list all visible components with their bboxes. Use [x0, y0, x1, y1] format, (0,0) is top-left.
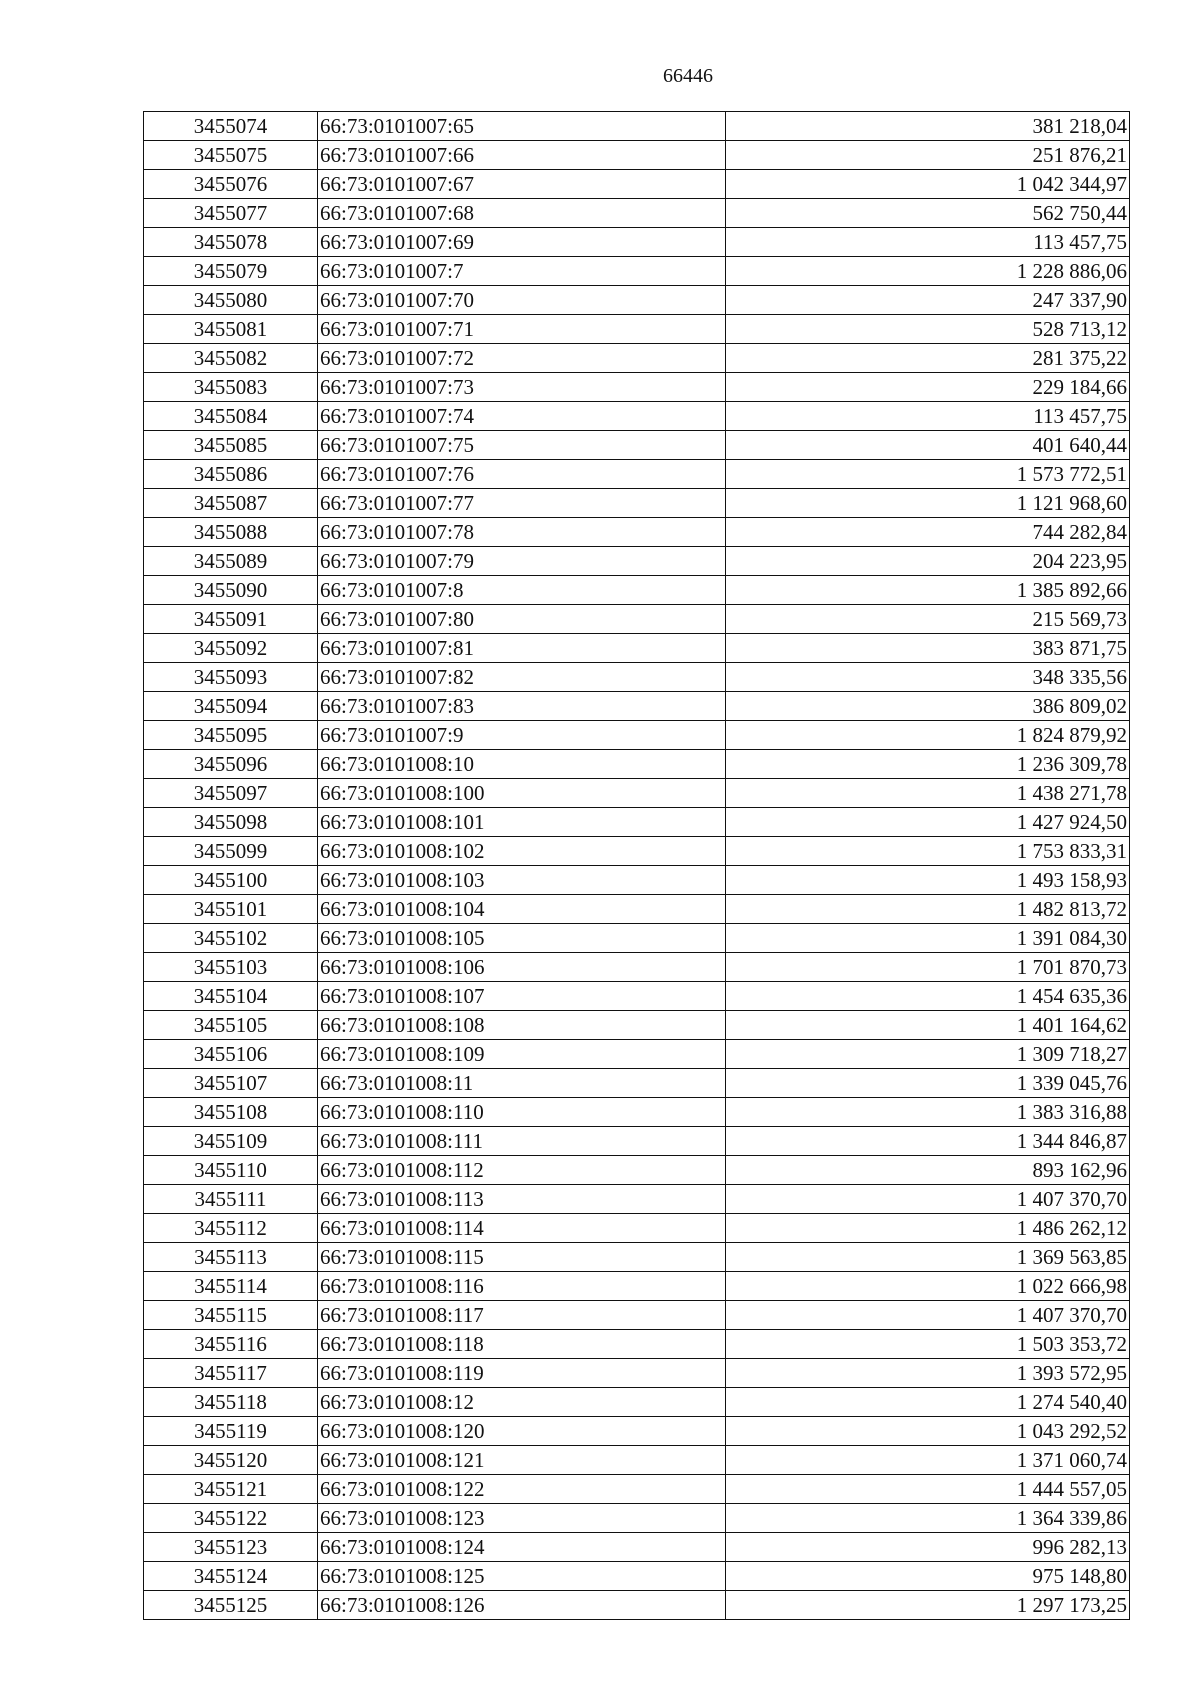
cadastral-number-cell: 66:73:0101007:74 — [318, 402, 726, 431]
cadastral-value-cell: 975 148,80 — [726, 1562, 1130, 1591]
record-id-cell: 3455096 — [144, 750, 318, 779]
record-id-cell: 3455113 — [144, 1243, 318, 1272]
cadastral-number-cell: 66:73:0101007:7 — [318, 257, 726, 286]
table-row — [144, 663, 1130, 692]
record-id-cell: 3455081 — [144, 315, 318, 344]
cadastral-value-cell: 1 344 846,87 — [726, 1127, 1130, 1156]
record-id-cell: 3455109 — [144, 1127, 318, 1156]
table-row — [144, 895, 1130, 924]
record-id-cell: 3455104 — [144, 982, 318, 1011]
cadastral-table-wrap — [143, 111, 1129, 1620]
cadastral-value-cell: 1 573 772,51 — [726, 460, 1130, 489]
table-row — [144, 634, 1130, 663]
table-row — [144, 1504, 1130, 1533]
cadastral-number-cell: 66:73:0101008:123 — [318, 1504, 726, 1533]
cadastral-value-cell: 1 371 060,74 — [726, 1446, 1130, 1475]
cadastral-value-cell: 113 457,75 — [726, 402, 1130, 431]
cadastral-value-table — [143, 111, 1130, 1620]
record-id-cell: 3455090 — [144, 576, 318, 605]
cadastral-value-cell: 1 493 158,93 — [726, 866, 1130, 895]
cadastral-value-cell: 1 369 563,85 — [726, 1243, 1130, 1272]
table-row — [144, 1098, 1130, 1127]
table-row — [144, 373, 1130, 402]
table-row — [144, 228, 1130, 257]
record-id-cell: 3455105 — [144, 1011, 318, 1040]
table-row — [144, 1185, 1130, 1214]
cadastral-number-cell: 66:73:0101008:106 — [318, 953, 726, 982]
cadastral-value-cell: 1 042 344,97 — [726, 170, 1130, 199]
record-id-cell: 3455088 — [144, 518, 318, 547]
record-id-cell: 3455075 — [144, 141, 318, 170]
table-row — [144, 402, 1130, 431]
record-id-cell: 3455125 — [144, 1591, 318, 1620]
cadastral-number-cell: 66:73:0101008:115 — [318, 1243, 726, 1272]
cadastral-number-cell: 66:73:0101008:120 — [318, 1417, 726, 1446]
cadastral-number-cell: 66:73:0101008:107 — [318, 982, 726, 1011]
cadastral-value-cell: 1 407 370,70 — [726, 1185, 1130, 1214]
cadastral-value-cell: 1 043 292,52 — [726, 1417, 1130, 1446]
record-id-cell: 3455094 — [144, 692, 318, 721]
cadastral-number-cell: 66:73:0101007:82 — [318, 663, 726, 692]
cadastral-value-cell: 528 713,12 — [726, 315, 1130, 344]
cadastral-value-cell: 1 391 084,30 — [726, 924, 1130, 953]
record-id-cell: 3455103 — [144, 953, 318, 982]
cadastral-number-cell: 66:73:0101007:78 — [318, 518, 726, 547]
cadastral-value-cell: 281 375,22 — [726, 344, 1130, 373]
record-id-cell: 3455074 — [144, 112, 318, 141]
table-row — [144, 692, 1130, 721]
table-row — [144, 576, 1130, 605]
cadastral-number-cell: 66:73:0101007:70 — [318, 286, 726, 315]
table-row — [144, 779, 1130, 808]
cadastral-number-cell: 66:73:0101007:72 — [318, 344, 726, 373]
table-row — [144, 1417, 1130, 1446]
table-row — [144, 315, 1130, 344]
record-id-cell: 3455119 — [144, 1417, 318, 1446]
cadastral-number-cell: 66:73:0101007:71 — [318, 315, 726, 344]
record-id-cell: 3455111 — [144, 1185, 318, 1214]
record-id-cell: 3455093 — [144, 663, 318, 692]
record-id-cell: 3455110 — [144, 1156, 318, 1185]
record-id-cell: 3455084 — [144, 402, 318, 431]
cadastral-value-cell: 1 407 370,70 — [726, 1301, 1130, 1330]
cadastral-value-cell: 1 701 870,73 — [726, 953, 1130, 982]
record-id-cell: 3455107 — [144, 1069, 318, 1098]
cadastral-number-cell: 66:73:0101008:10 — [318, 750, 726, 779]
cadastral-number-cell: 66:73:0101008:100 — [318, 779, 726, 808]
record-id-cell: 3455116 — [144, 1330, 318, 1359]
cadastral-value-cell: 1 383 316,88 — [726, 1098, 1130, 1127]
cadastral-value-cell: 1 454 635,36 — [726, 982, 1130, 1011]
cadastral-value-cell: 251 876,21 — [726, 141, 1130, 170]
cadastral-number-cell: 66:73:0101007:67 — [318, 170, 726, 199]
table-row — [144, 1330, 1130, 1359]
cadastral-value-cell: 1 339 045,76 — [726, 1069, 1130, 1098]
record-id-cell: 3455076 — [144, 170, 318, 199]
cadastral-value-cell: 1 228 886,06 — [726, 257, 1130, 286]
cadastral-value-cell: 1 309 718,27 — [726, 1040, 1130, 1069]
cadastral-number-cell: 66:73:0101008:105 — [318, 924, 726, 953]
cadastral-number-cell: 66:73:0101007:69 — [318, 228, 726, 257]
record-id-cell: 3455089 — [144, 547, 318, 576]
record-id-cell: 3455098 — [144, 808, 318, 837]
cadastral-value-cell: 1 297 173,25 — [726, 1591, 1130, 1620]
table-row — [144, 547, 1130, 576]
record-id-cell: 3455101 — [144, 895, 318, 924]
record-id-cell: 3455123 — [144, 1533, 318, 1562]
table-row — [144, 924, 1130, 953]
table-row — [144, 170, 1130, 199]
cadastral-number-cell: 66:73:0101007:83 — [318, 692, 726, 721]
table-row — [144, 1591, 1130, 1620]
table-row — [144, 1272, 1130, 1301]
cadastral-value-cell: 1 438 271,78 — [726, 779, 1130, 808]
cadastral-value-cell: 1 401 164,62 — [726, 1011, 1130, 1040]
cadastral-value-cell: 1 022 666,98 — [726, 1272, 1130, 1301]
cadastral-number-cell: 66:73:0101008:110 — [318, 1098, 726, 1127]
cadastral-value-cell: 386 809,02 — [726, 692, 1130, 721]
table-row — [144, 808, 1130, 837]
cadastral-number-cell: 66:73:0101008:113 — [318, 1185, 726, 1214]
cadastral-value-cell: 1 824 879,92 — [726, 721, 1130, 750]
table-row — [144, 112, 1130, 141]
cadastral-value-cell: 113 457,75 — [726, 228, 1130, 257]
table-row — [144, 344, 1130, 373]
table-row — [144, 953, 1130, 982]
cadastral-value-cell: 383 871,75 — [726, 634, 1130, 663]
cadastral-number-cell: 66:73:0101007:80 — [318, 605, 726, 634]
table-row — [144, 1388, 1130, 1417]
record-id-cell: 3455080 — [144, 286, 318, 315]
cadastral-number-cell: 66:73:0101008:108 — [318, 1011, 726, 1040]
cadastral-number-cell: 66:73:0101007:68 — [318, 199, 726, 228]
cadastral-number-cell: 66:73:0101008:122 — [318, 1475, 726, 1504]
record-id-cell: 3455079 — [144, 257, 318, 286]
table-row — [144, 1156, 1130, 1185]
table-row — [144, 837, 1130, 866]
cadastral-number-cell: 66:73:0101008:12 — [318, 1388, 726, 1417]
record-id-cell: 3455083 — [144, 373, 318, 402]
record-id-cell: 3455112 — [144, 1214, 318, 1243]
table-body — [144, 112, 1130, 1620]
cadastral-number-cell: 66:73:0101007:77 — [318, 489, 726, 518]
record-id-cell: 3455097 — [144, 779, 318, 808]
record-id-cell: 3455099 — [144, 837, 318, 866]
cadastral-value-cell: 1 427 924,50 — [726, 808, 1130, 837]
cadastral-value-cell: 1 503 353,72 — [726, 1330, 1130, 1359]
record-id-cell: 3455115 — [144, 1301, 318, 1330]
record-id-cell: 3455077 — [144, 199, 318, 228]
record-id-cell: 3455086 — [144, 460, 318, 489]
cadastral-value-cell: 1 236 309,78 — [726, 750, 1130, 779]
cadastral-value-cell: 1 393 572,95 — [726, 1359, 1130, 1388]
cadastral-value-cell: 381 218,04 — [726, 112, 1130, 141]
cadastral-number-cell: 66:73:0101008:112 — [318, 1156, 726, 1185]
cadastral-value-cell: 1 121 968,60 — [726, 489, 1130, 518]
record-id-cell: 3455100 — [144, 866, 318, 895]
table-row — [144, 1069, 1130, 1098]
record-id-cell: 3455124 — [144, 1562, 318, 1591]
cadastral-number-cell: 66:73:0101008:124 — [318, 1533, 726, 1562]
cadastral-value-cell: 1 274 540,40 — [726, 1388, 1130, 1417]
table-row — [144, 605, 1130, 634]
record-id-cell: 3455091 — [144, 605, 318, 634]
cadastral-number-cell: 66:73:0101008:125 — [318, 1562, 726, 1591]
cadastral-number-cell: 66:73:0101008:118 — [318, 1330, 726, 1359]
table-row — [144, 1214, 1130, 1243]
table-row — [144, 750, 1130, 779]
table-row — [144, 257, 1130, 286]
record-id-cell: 3455092 — [144, 634, 318, 663]
record-id-cell: 3455078 — [144, 228, 318, 257]
table-row — [144, 866, 1130, 895]
table-row — [144, 982, 1130, 1011]
cadastral-number-cell: 66:73:0101008:111 — [318, 1127, 726, 1156]
cadastral-number-cell: 66:73:0101008:114 — [318, 1214, 726, 1243]
table-row — [144, 1533, 1130, 1562]
cadastral-number-cell: 66:73:0101008:116 — [318, 1272, 726, 1301]
cadastral-value-cell: 1 486 262,12 — [726, 1214, 1130, 1243]
cadastral-number-cell: 66:73:0101008:109 — [318, 1040, 726, 1069]
cadastral-number-cell: 66:73:0101007:79 — [318, 547, 726, 576]
record-id-cell: 3455114 — [144, 1272, 318, 1301]
table-row — [144, 1040, 1130, 1069]
cadastral-number-cell: 66:73:0101008:103 — [318, 866, 726, 895]
cadastral-value-cell: 401 640,44 — [726, 431, 1130, 460]
record-id-cell: 3455117 — [144, 1359, 318, 1388]
table-row — [144, 199, 1130, 228]
cadastral-value-cell: 893 162,96 — [726, 1156, 1130, 1185]
record-id-cell: 3455122 — [144, 1504, 318, 1533]
table-row — [144, 1562, 1130, 1591]
cadastral-value-cell: 247 337,90 — [726, 286, 1130, 315]
cadastral-number-cell: 66:73:0101007:66 — [318, 141, 726, 170]
cadastral-number-cell: 66:73:0101007:73 — [318, 373, 726, 402]
cadastral-number-cell: 66:73:0101007:65 — [318, 112, 726, 141]
table-row — [144, 1301, 1130, 1330]
cadastral-number-cell: 66:73:0101007:81 — [318, 634, 726, 663]
table-row — [144, 1359, 1130, 1388]
cadastral-number-cell: 66:73:0101007:9 — [318, 721, 726, 750]
record-id-cell: 3455121 — [144, 1475, 318, 1504]
record-id-cell: 3455118 — [144, 1388, 318, 1417]
cadastral-value-cell: 996 282,13 — [726, 1533, 1130, 1562]
cadastral-number-cell: 66:73:0101008:11 — [318, 1069, 726, 1098]
cadastral-number-cell: 66:73:0101008:104 — [318, 895, 726, 924]
record-id-cell: 3455082 — [144, 344, 318, 373]
table-row — [144, 489, 1130, 518]
cadastral-value-cell: 744 282,84 — [726, 518, 1130, 547]
cadastral-number-cell: 66:73:0101008:101 — [318, 808, 726, 837]
table-row — [144, 1011, 1130, 1040]
cadastral-value-cell: 204 223,95 — [726, 547, 1130, 576]
cadastral-value-cell: 1 482 813,72 — [726, 895, 1130, 924]
cadastral-number-cell: 66:73:0101008:126 — [318, 1591, 726, 1620]
table-row — [144, 286, 1130, 315]
cadastral-number-cell: 66:73:0101007:76 — [318, 460, 726, 489]
record-id-cell: 3455106 — [144, 1040, 318, 1069]
record-id-cell: 3455085 — [144, 431, 318, 460]
table-row — [144, 721, 1130, 750]
record-id-cell: 3455108 — [144, 1098, 318, 1127]
table-row — [144, 1446, 1130, 1475]
cadastral-value-cell: 1 444 557,05 — [726, 1475, 1130, 1504]
cadastral-value-cell: 1 364 339,86 — [726, 1504, 1130, 1533]
table-row — [144, 518, 1130, 547]
cadastral-number-cell: 66:73:0101008:102 — [318, 837, 726, 866]
cadastral-number-cell: 66:73:0101007:8 — [318, 576, 726, 605]
cadastral-value-cell: 215 569,73 — [726, 605, 1130, 634]
table-row — [144, 431, 1130, 460]
cadastral-value-cell: 348 335,56 — [726, 663, 1130, 692]
table-row — [144, 141, 1130, 170]
cadastral-value-cell: 229 184,66 — [726, 373, 1130, 402]
cadastral-number-cell: 66:73:0101007:75 — [318, 431, 726, 460]
page-number: 66446 — [663, 65, 713, 87]
table-row — [144, 460, 1130, 489]
table-row — [144, 1475, 1130, 1504]
record-id-cell: 3455087 — [144, 489, 318, 518]
record-id-cell: 3455095 — [144, 721, 318, 750]
cadastral-value-cell: 562 750,44 — [726, 199, 1130, 228]
cadastral-number-cell: 66:73:0101008:121 — [318, 1446, 726, 1475]
table-row — [144, 1127, 1130, 1156]
cadastral-value-cell: 1 753 833,31 — [726, 837, 1130, 866]
record-id-cell: 3455102 — [144, 924, 318, 953]
record-id-cell: 3455120 — [144, 1446, 318, 1475]
cadastral-number-cell: 66:73:0101008:117 — [318, 1301, 726, 1330]
cadastral-value-cell: 1 385 892,66 — [726, 576, 1130, 605]
table-row — [144, 1243, 1130, 1272]
cadastral-number-cell: 66:73:0101008:119 — [318, 1359, 726, 1388]
